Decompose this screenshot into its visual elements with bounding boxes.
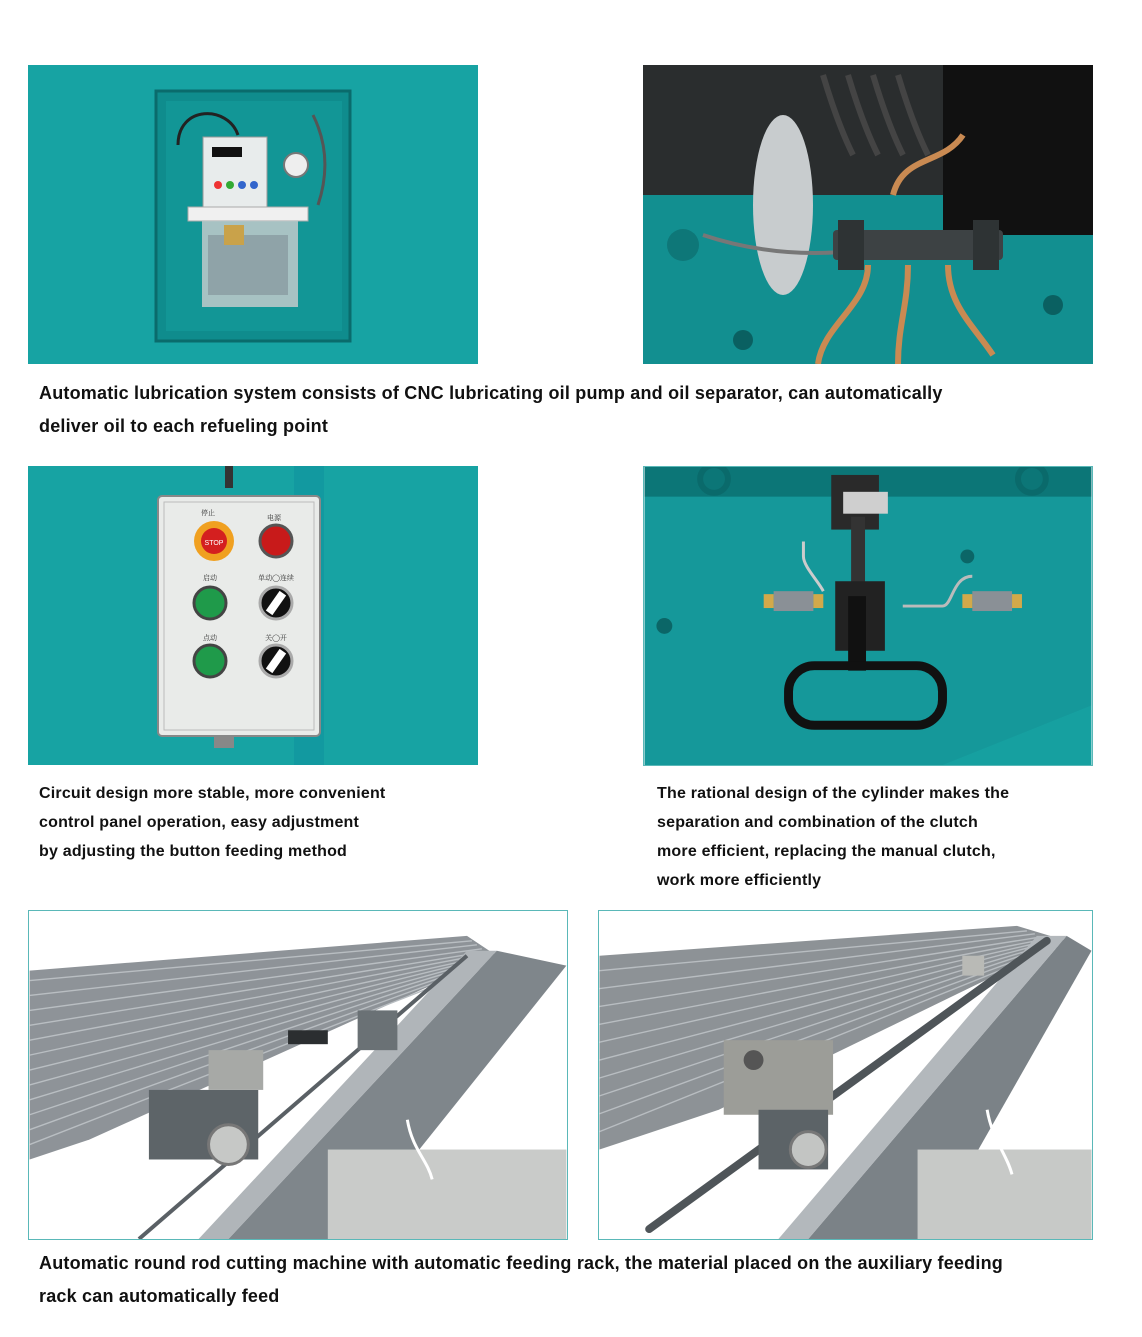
control-panel-caption	[39, 779, 459, 866]
control-panel-caption-line-2: control panel operation, easy adjustment	[39, 814, 360, 831]
switch-label: 关◯开	[265, 634, 287, 642]
feeding-rack-photo-right	[598, 910, 1093, 1240]
cylinder-caption	[657, 779, 1087, 895]
feeding-rack-caption	[39, 1247, 1119, 1313]
feeding-rack-caption-line-2: rack can automatically feed	[39, 1286, 280, 1306]
cylinder-caption-line-4: work more efficiently	[657, 872, 822, 889]
oil-separator-photo	[643, 65, 1093, 364]
start-label: 启动	[203, 574, 217, 582]
stop-label: 停止	[201, 509, 215, 517]
control-panel-photo	[28, 466, 478, 765]
cylinder-caption-line-2: separation and combination of the clutch	[657, 814, 978, 831]
cylinder-caption-line-3: more efficient, replacing the manual clutch,	[657, 843, 996, 860]
jog-label: 点动	[203, 634, 217, 642]
cylinder-caption-line-1: The rational design of the cylinder makes the	[657, 785, 1010, 802]
control-panel-caption-line-1: Circuit design more stable, more convenient	[39, 785, 386, 802]
lubrication-caption-line-1: Automatic lubrication system consists of CNC lubricating oil pump and oil separator, can automatically	[39, 383, 943, 403]
power-label: 电源	[267, 514, 281, 522]
lubrication-caption	[39, 377, 1119, 443]
mode-label: 单动◯连续	[258, 574, 294, 582]
control-panel-caption-line-3: by adjusting the button feeding method	[39, 843, 348, 860]
stop-button-label: STOP	[204, 540, 224, 547]
lubrication-pump-photo	[28, 65, 478, 364]
feeding-rack-caption-line-1: Automatic round rod cutting machine with automatic feeding rack, the material placed on the auxiliary feeding	[39, 1253, 1003, 1273]
feeding-rack-photo-left	[28, 910, 568, 1240]
lubrication-caption-line-2: deliver oil to each refueling point	[39, 416, 329, 436]
cylinder-photo	[643, 466, 1093, 766]
